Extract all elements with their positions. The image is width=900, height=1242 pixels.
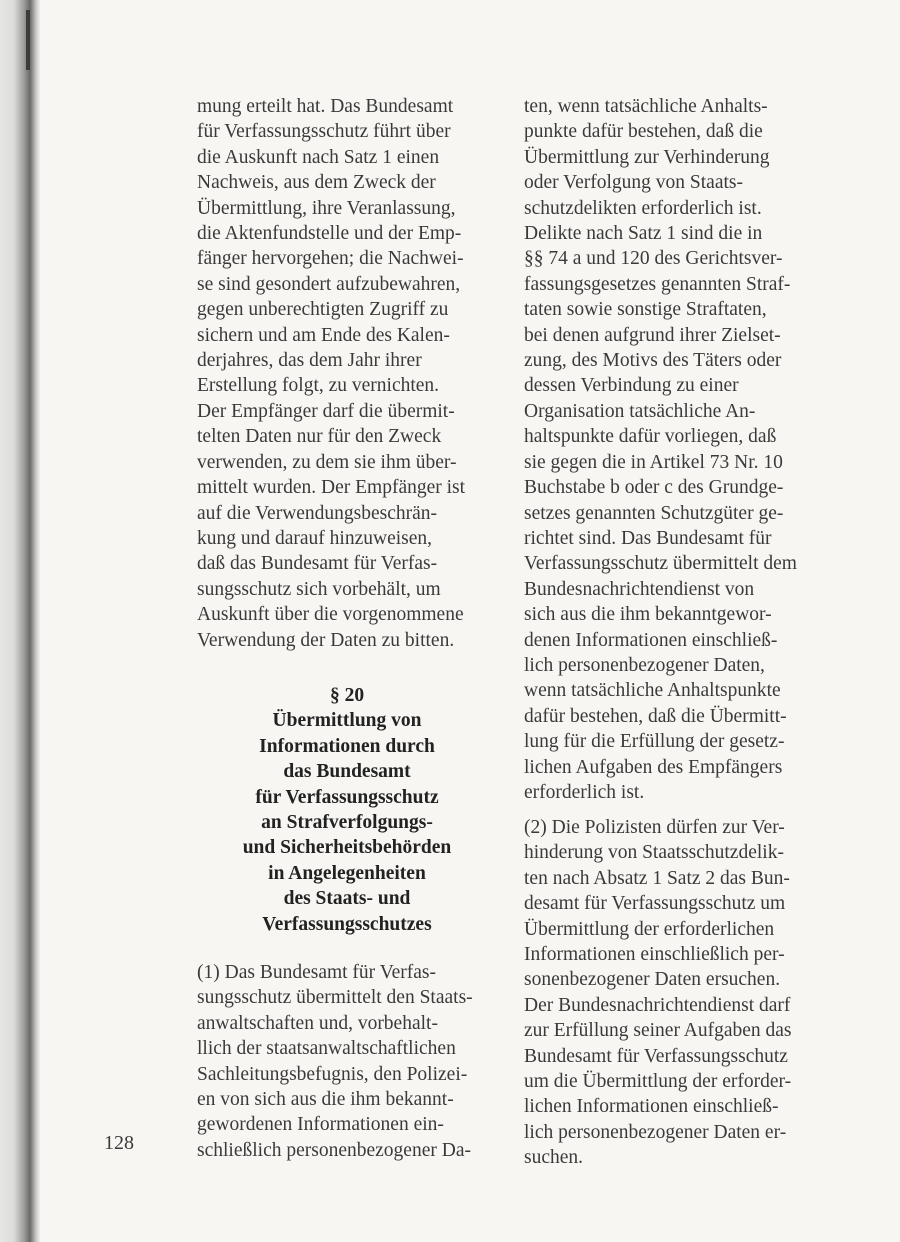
text-line: lichen Informationen einschließ- bbox=[524, 1096, 779, 1118]
text-line: hinderung von Staatsschutzdelik- bbox=[524, 842, 784, 864]
text-line: sichern und am Ende des Kalen- bbox=[197, 324, 450, 346]
text-line: sungsschutz sich vorbehält, um bbox=[197, 578, 441, 600]
text-line: die Auskunft nach Satz 1 einen bbox=[197, 146, 440, 168]
text-line: Erstellung folgt, zu vernichten. bbox=[197, 375, 440, 397]
text-line: ten, wenn tatsächliche Anhalts- bbox=[524, 96, 768, 117]
text-line: desamt für Verfassungsschutz um bbox=[524, 893, 786, 915]
text-line: Verwendung der Daten zu bitten. bbox=[197, 629, 455, 651]
text-line: suchen. bbox=[524, 1147, 584, 1169]
text-line: Übermittlung, ihre Veranlassung, bbox=[197, 197, 456, 219]
text-line: Bundesnachrichtendienst von bbox=[524, 578, 755, 600]
text-line: Übermittlung zur Verhinderung bbox=[524, 146, 770, 168]
text-line: Organisation tatsächliche An- bbox=[524, 400, 756, 422]
text-line: schutzdelikten erforderlich ist. bbox=[524, 197, 762, 219]
text-line: oder Verfolgung von Staats- bbox=[524, 172, 743, 194]
text-line: Auskunft über die vorgenommene bbox=[197, 604, 464, 626]
text-line: llich der staatsanwaltschaftlichen bbox=[197, 1038, 456, 1060]
text-line: sungsschutz übermittelt den Staats- bbox=[197, 987, 473, 1009]
heading-line: für Verfassungsschutz bbox=[255, 786, 439, 808]
heading-line: in Angelegenheiten bbox=[268, 862, 426, 884]
left-column-paragraph-2 bbox=[197, 960, 497, 1163]
text-line: lung für die Erfüllung der gesetz- bbox=[524, 731, 785, 753]
text-line: (2) Die Polizisten dürfen zur Ver- bbox=[524, 817, 785, 838]
heading-line: und Sicherheitsbehörden bbox=[242, 837, 452, 859]
heading-line: das Bundesamt bbox=[283, 761, 411, 783]
text-line: mittelt wurden. Der Empfänger ist bbox=[197, 477, 466, 499]
text-line: zung, des Motivs des Täters oder bbox=[524, 350, 782, 372]
text-line: lich personenbezogener Daten, bbox=[524, 654, 765, 676]
text-line: lichen Aufgaben des Empfängers bbox=[524, 756, 783, 778]
text-line: Buchstabe b oder c des Grundge- bbox=[524, 477, 784, 499]
heading-line: Informationen durch bbox=[259, 735, 435, 757]
text-line: Nachweis, aus dem Zweck der bbox=[197, 172, 436, 194]
text-line: gegen unberechtigten Zugriff zu bbox=[197, 299, 449, 321]
text-line: telten Daten nur für den Zweck bbox=[197, 426, 442, 448]
text-line: (1) Das Bundesamt für Verfas- bbox=[197, 962, 436, 983]
text-line: für Verfassungsschutz führt über bbox=[197, 121, 451, 143]
text-line: wenn tatsächliche Anhaltspunkte bbox=[524, 680, 781, 702]
text-line: daß das Bundesamt für Verfas- bbox=[197, 553, 438, 575]
text-line: Der Empfänger darf die übermit- bbox=[197, 400, 455, 422]
text-line: en von sich aus die ihm bekannt- bbox=[197, 1089, 454, 1111]
text-line: haltspunkte dafür vorliegen, daß bbox=[524, 426, 777, 448]
text-line: erforderlich ist. bbox=[524, 781, 645, 803]
text-line: Übermittlung der erforderlichen bbox=[524, 918, 775, 940]
text-line: Der Bundesnachrichtendienst darf bbox=[524, 994, 791, 1016]
text-line: punkte dafür bestehen, daß die bbox=[524, 121, 763, 143]
text-line: setzes genannten Schutzgüter ge- bbox=[524, 502, 784, 524]
heading-line: des Staats- und bbox=[283, 888, 411, 910]
text-line: se sind gesondert aufzubewahren, bbox=[197, 273, 461, 295]
heading-line: Verfassungsschutzes bbox=[262, 913, 432, 935]
heading-line: an Strafverfolgungs- bbox=[261, 812, 433, 834]
text-line: Verfassungsschutz übermittelt dem bbox=[524, 553, 797, 575]
text-line: richtet sind. Das Bundesamt für bbox=[524, 527, 772, 549]
text-line: schließlich personenbezogener Da- bbox=[197, 1139, 471, 1161]
text-line: fänger hervorgehen; die Nachwei- bbox=[197, 248, 464, 270]
text-line: denen Informationen einschließ- bbox=[524, 629, 778, 651]
text-line: sonenbezogener Daten ersuchen. bbox=[524, 969, 781, 991]
text-line: Informationen einschließlich per- bbox=[524, 944, 785, 966]
text-line: kung und darauf hinzuweisen, bbox=[197, 527, 433, 549]
text-line: dafür bestehen, daß die Übermitt- bbox=[524, 705, 787, 727]
left-column-paragraph-1 bbox=[197, 94, 497, 653]
right-column-paragraph-1 bbox=[524, 94, 829, 805]
text-line: bei denen aufgrund ihrer Zielset- bbox=[524, 324, 781, 346]
text-line: zur Erfüllung seiner Aufgaben das bbox=[524, 1020, 792, 1042]
text-line: fassungsgesetzes genannten Straf- bbox=[524, 273, 791, 295]
text-line: Bundesamt für Verfassungsschutz bbox=[524, 1045, 788, 1067]
section-heading-20 bbox=[197, 683, 497, 937]
right-column-paragraph-2 bbox=[524, 815, 829, 1171]
text-line: dessen Verbindung zu einer bbox=[524, 375, 739, 397]
text-line: anwaltschaften und, vorbehalt- bbox=[197, 1012, 438, 1034]
text-line: Delikte nach Satz 1 sind die in bbox=[524, 223, 763, 245]
heading-line: Übermittlung von bbox=[272, 710, 422, 732]
text-line: verwenden, zu dem sie ihm über- bbox=[197, 451, 457, 473]
text-line: lich personenbezogener Daten er- bbox=[524, 1121, 787, 1143]
text-line: §§ 74 a und 120 des Gerichtsver- bbox=[524, 248, 783, 270]
text-line: sich aus die ihm bekanntgewor- bbox=[524, 604, 772, 626]
text-line: die Aktenfundstelle und der Emp- bbox=[197, 223, 462, 245]
text-line: mung erteilt hat. Das Bundesamt bbox=[197, 96, 454, 117]
text-line: derjahres, das dem Jahr ihrer bbox=[197, 350, 422, 372]
heading-line: § 20 bbox=[329, 685, 365, 706]
text-line: sie gegen die in Artikel 73 Nr. 10 bbox=[524, 451, 783, 473]
book-gutter-edge bbox=[0, 0, 40, 1242]
text-line: ten nach Absatz 1 Satz 2 das Bun- bbox=[524, 867, 790, 889]
text-line: um die Übermittlung der erforder- bbox=[524, 1071, 792, 1093]
text-line: taten sowie sonstige Straftaten, bbox=[524, 299, 767, 321]
text-line: auf die Verwendungsbeschrän- bbox=[197, 502, 438, 524]
text-line: Sachleitungsbefugnis, den Polizei- bbox=[197, 1063, 468, 1085]
text-line: gewordenen Informationen ein- bbox=[197, 1114, 444, 1136]
page-number: 128 bbox=[104, 1132, 134, 1154]
